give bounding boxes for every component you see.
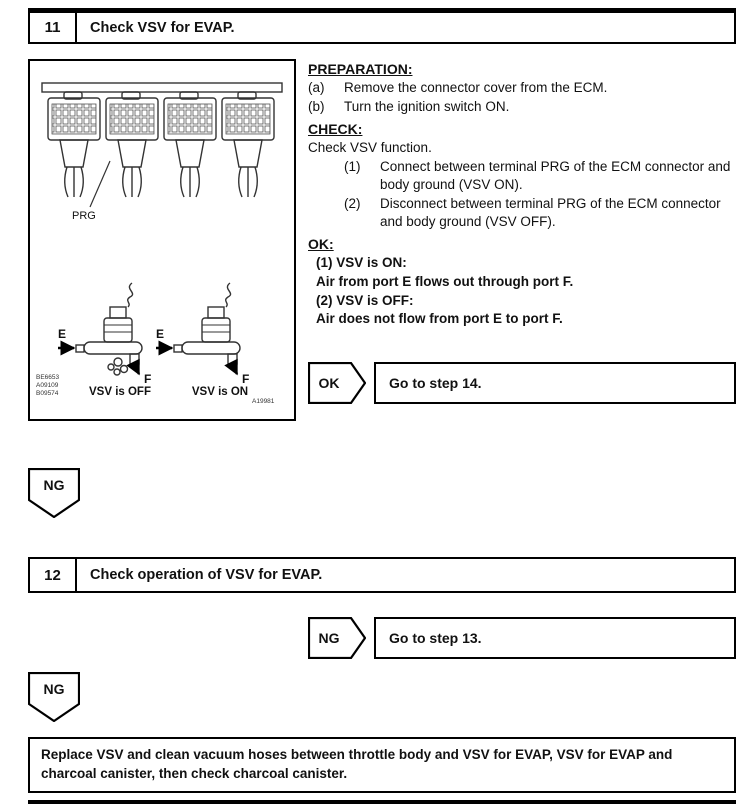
preparation-heading: PREPARATION: xyxy=(308,61,413,77)
preparation-item xyxy=(308,98,738,117)
step-11-row xyxy=(28,8,736,44)
ecm-vsv-illustration xyxy=(30,61,294,419)
step-12-title: Check operation of VSV for EVAP. xyxy=(90,567,323,583)
prg-leader-line xyxy=(90,161,110,207)
item-label: (a) xyxy=(308,80,325,96)
figure-code: A09109 xyxy=(36,382,59,389)
port-f-label: F xyxy=(242,372,250,386)
item-label: (2) xyxy=(344,195,361,211)
port-e-label: E xyxy=(58,327,67,341)
item-text: Turn the ignition switch ON. xyxy=(344,98,510,114)
port-f-label: F xyxy=(144,372,152,386)
check-item xyxy=(344,195,738,232)
ecm-connector xyxy=(222,92,274,197)
item-text: Connect between terminal PRG of the ECM connector and body ground (VSV ON). xyxy=(380,158,731,193)
figure-code: A19981 xyxy=(252,398,275,405)
step-11-number: 11 xyxy=(30,13,77,42)
vsv-on-caption: VSV is ON xyxy=(191,386,249,398)
page-bottom-rule xyxy=(28,800,736,804)
step-11-title: Check VSV for EVAP. xyxy=(90,19,235,36)
preparation-item xyxy=(308,79,738,98)
ecm-case-edge xyxy=(42,83,282,92)
air-puff-cloud xyxy=(108,358,128,375)
check-heading: CHECK: xyxy=(308,120,363,137)
procedure-text xyxy=(308,60,738,329)
prg-label: PRG xyxy=(72,210,96,222)
vsv-off-caption: VSV is OFF xyxy=(89,386,151,398)
ng-label: NG xyxy=(43,681,65,697)
ecm-connector xyxy=(164,92,216,197)
ng-action-box: Go to step 13. xyxy=(374,617,736,659)
ok-result: Air from port E flows out through port F. xyxy=(316,273,574,289)
ok-arrow-label: OK xyxy=(318,375,340,391)
ok-condition: (1) VSV is ON: xyxy=(316,255,407,271)
port-f-arrow xyxy=(232,364,237,374)
ok-action-box: Go to step 14. xyxy=(374,362,736,404)
item-text: Disconnect between terminal PRG of the ECM connector and body ground (VSV OFF). xyxy=(380,195,721,230)
ng-arrow-shape xyxy=(308,617,366,659)
ecm-connector xyxy=(106,92,158,197)
ok-heading: OK: xyxy=(308,236,334,252)
ok-arrow-shape xyxy=(308,362,366,404)
ok-result: Air does not flow from port E to port F. xyxy=(316,311,563,327)
port-e-label: E xyxy=(156,327,165,341)
final-action-box: Replace VSV and clean vacuum hoses between throttle body and VSV for EVAP, VSV for EVAP and charcoal canister, then check charcoal canister. xyxy=(28,737,736,793)
check-intro: Check VSV function. xyxy=(308,139,432,155)
ng-branch xyxy=(308,617,736,659)
ng-connector xyxy=(28,468,80,523)
illustration-panel xyxy=(28,59,296,421)
step-12-number: 12 xyxy=(30,559,77,591)
figure-code: BE6653 xyxy=(36,374,60,381)
port-f-arrow xyxy=(134,364,139,374)
ng-down-arrow-shape xyxy=(28,672,80,722)
check-item xyxy=(344,158,738,195)
item-label: (b) xyxy=(308,98,325,114)
ecm-connector xyxy=(48,92,100,197)
item-text: Remove the connector cover from the ECM. xyxy=(344,80,608,96)
ng-arrow-label: NG xyxy=(318,630,340,646)
ng-label: NG xyxy=(43,477,65,493)
ok-condition: (2) VSV is OFF: xyxy=(316,292,414,308)
ng-connector xyxy=(28,672,80,727)
vsv-valve-on xyxy=(156,283,249,398)
figure-code: B09574 xyxy=(36,390,59,397)
ok-branch xyxy=(308,362,736,404)
item-label: (1) xyxy=(344,158,361,174)
ng-down-arrow-shape xyxy=(28,468,80,518)
vsv-valve-off xyxy=(58,283,151,398)
step-12-row xyxy=(28,557,736,593)
